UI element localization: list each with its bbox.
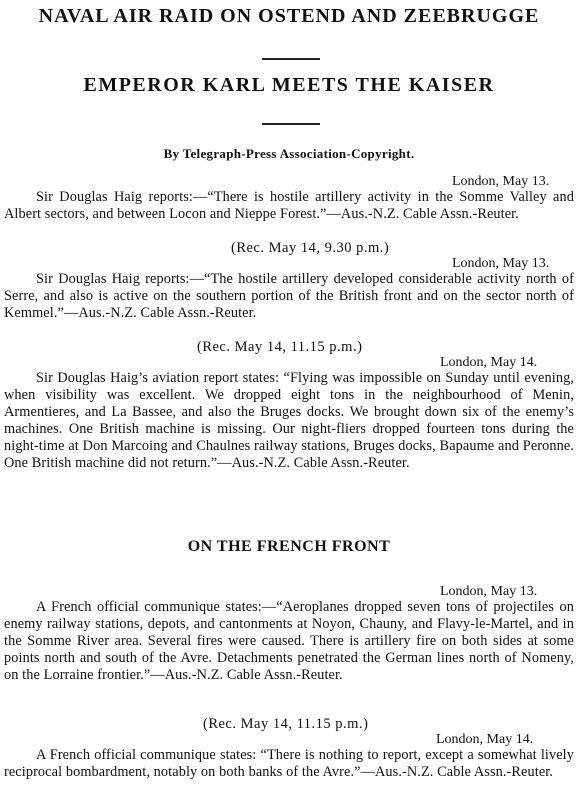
report-paragraph: Sir Douglas Haig reports:—“There is hostile artillery activity in the Somme Valley and Albert sectors, and between Locon and Nieppe Forest.”—Aus.-N.Z. Cable Assn.-Reuter. bbox=[4, 189, 574, 222]
received-note: (Rec. May 14, 11.15 p.m.) bbox=[197, 339, 363, 355]
report-paragraph: A French official communique states: “There is nothing to report, except a somewhat lively reciprocal bombardment, notably on both banks of the Avre.”—Aus.-N.Z. Cable Assn.-Reuter. bbox=[4, 747, 574, 780]
dateline: London, May 13. bbox=[452, 174, 550, 189]
byline: By Telegraph-Press Association-Copyright. bbox=[163, 146, 415, 161]
headline-naval-air-raid: NAVAL AIR RAID ON OSTEND AND ZEEBRUGGE bbox=[38, 5, 540, 27]
dateline: London, May 13. bbox=[440, 584, 538, 599]
dateline: London, May 14. bbox=[436, 732, 534, 747]
dateline: London, May 14. bbox=[440, 355, 538, 370]
headline-emperor-karl: EMPEROR KARL MEETS THE KAISER bbox=[83, 74, 495, 96]
report-paragraph: A French official communique states:—“Aeroplanes dropped seven tons of projectiles on enemy railway stations, depots, and cantonments at Noyon, Chauny, and Flavy-le-Martel, and in the Somme River area. Several fires were caused. There is artillery fire on both sides at some points north and south of the Avre. Detachments penetrated the German lines north of Nomeny, on the Lorraine frontier.”—Aus.-N.Z. Cable Assn.-Reuter. bbox=[4, 599, 574, 683]
report-paragraph: Sir Douglas Haig’s aviation report states: “Flying was impossible on Sunday until evening, when visibility was excellent. We dropped eight tons in the neighbourhood of Menin, Armentieres, and La Bassee, and also the Bruges docks. We brought down six of the enemy’s machines. One British machine is missing. Our night-fliers dropped fourteen tons during the night-time at Don Marcoing and Chaulnes railway stations, Bruges docks, Bapaume and Peronne. One British machine did not return.”—Aus.-N.Z. Cable Assn.-Reuter. bbox=[4, 370, 574, 471]
received-note: (Rec. May 14, 9.30 p.m.) bbox=[231, 240, 390, 256]
rule-divider bbox=[262, 123, 320, 125]
dateline: London, May 13. bbox=[452, 256, 550, 271]
section-heading-french-front: ON THE FRENCH FRONT bbox=[187, 538, 391, 555]
report-paragraph: Sir Douglas Haig reports:—“The hostile artillery developed considerable activity north of Serre, and also is active on the southern portion of the British front and on the sector north of Kemmel.”—Aus.-N.Z. Cable Assn.-Reuter. bbox=[4, 271, 574, 321]
received-note: (Rec. May 14, 11.15 p.m.) bbox=[203, 716, 369, 732]
rule-divider bbox=[262, 58, 320, 60]
